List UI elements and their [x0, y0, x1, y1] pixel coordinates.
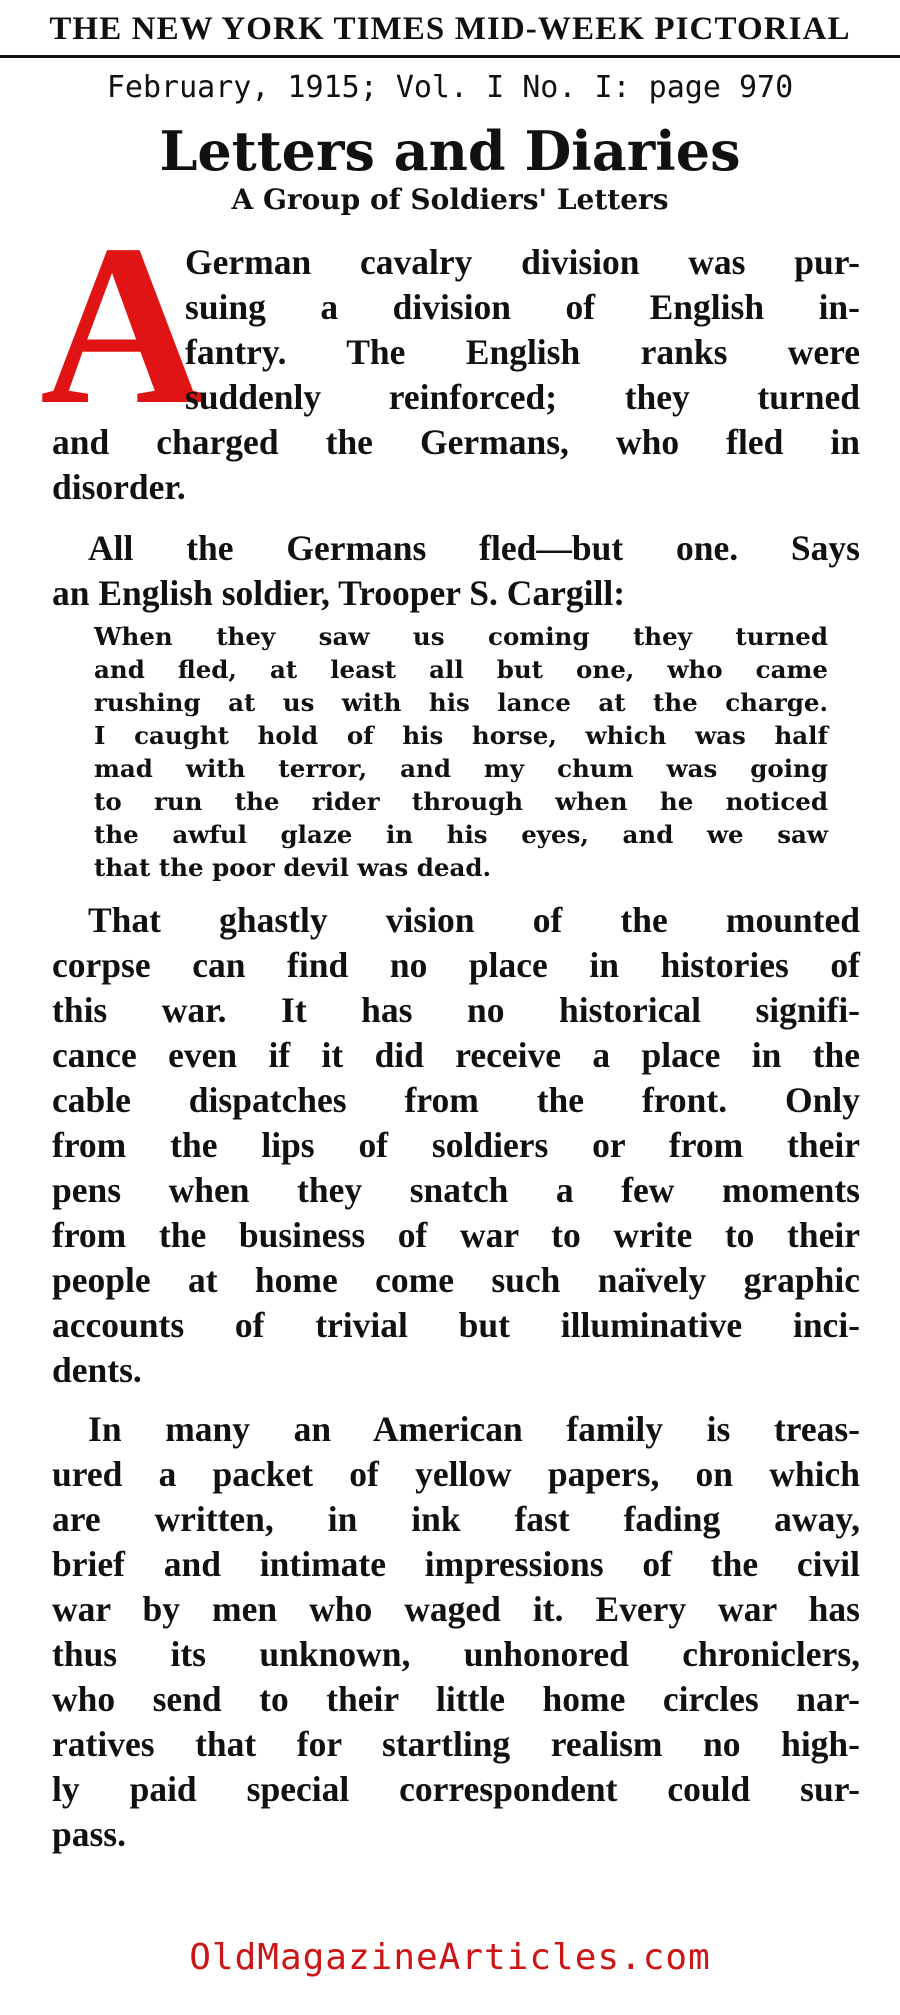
- article-subheadline: A Group of Soldiers' Letters: [231, 183, 669, 216]
- paragraph-2: [52, 526, 860, 616]
- quote-line: I caught hold of his horse, which was half: [94, 721, 828, 750]
- text-line: and charged the Germans, who fled in: [52, 422, 860, 462]
- text-line: fantry. The English ranks were: [185, 332, 860, 372]
- site-watermark: OldMagazineArticles.com: [189, 1937, 711, 1978]
- text-line: suing a division of English in-: [185, 287, 860, 327]
- text-line: an English soldier, Trooper S. Cargill:: [52, 573, 626, 613]
- text-line: suddenly reinforced; they turned: [185, 377, 860, 417]
- issue-info: February, 1915; Vol. I No. I: page 970: [106, 70, 794, 105]
- text-line: ratives that for startling realism no high-: [52, 1724, 860, 1764]
- text-line: from the business of war to write to their: [52, 1215, 860, 1255]
- quote-line: the awful glaze in his eyes, and we saw: [94, 820, 828, 849]
- paragraph-1: [52, 240, 860, 510]
- text-line: dents.: [52, 1350, 142, 1390]
- soldier-letter-quote: [52, 620, 860, 884]
- quote-line: that the poor devil was dead.: [94, 853, 491, 882]
- text-line: German cavalry division was pur-: [185, 242, 860, 282]
- text-line: this war. It has no historical signifi-: [52, 990, 860, 1030]
- paragraph-4: [52, 1407, 860, 1857]
- quote-line: When they saw us coming they turned: [94, 622, 828, 651]
- text-line: from the lips of soldiers or from their: [52, 1125, 860, 1165]
- text-line: That ghastly vision of the mounted: [88, 900, 860, 940]
- text-line: war by men who waged it. Every war has: [52, 1589, 860, 1629]
- text-line: cance even if it did receive a place in the: [52, 1035, 860, 1075]
- text-line: All the Germans fled—but one. Says: [88, 528, 860, 568]
- text-line: In many an American family is treas-: [88, 1409, 860, 1449]
- masthead: [0, 0, 900, 58]
- text-line: thus its unknown, unhonored chroniclers,: [52, 1634, 860, 1674]
- text-line: are written, in ink fast fading away,: [52, 1499, 860, 1539]
- text-line: corpse can find no place in histories of: [52, 945, 860, 985]
- quote-line: mad with terror, and my chum was going: [94, 754, 828, 783]
- text-line: cable dispatches from the front. Only: [52, 1080, 860, 1120]
- text-line: pass.: [52, 1814, 126, 1854]
- text-line: ly paid special correspondent could sur-: [52, 1769, 860, 1809]
- masthead-title: THE NEW YORK TIMES MID-WEEK PICTORIAL: [49, 11, 851, 47]
- quote-line: to run the rider through when he noticed: [94, 787, 828, 816]
- text-line: disorder.: [52, 467, 186, 507]
- text-line: who send to their little home circles nar-: [52, 1679, 860, 1719]
- text-line: accounts of trivial but illuminative inci-: [52, 1305, 860, 1345]
- quote-line: rushing at us with his lance at the charge.: [94, 688, 828, 717]
- article-headline: Letters and Diaries: [159, 119, 741, 183]
- text-line: pens when they snatch a few moments: [52, 1170, 860, 1210]
- drop-cap: A: [40, 197, 207, 452]
- text-line: ured a packet of yellow papers, on which: [52, 1454, 860, 1494]
- text-line: brief and intimate impressions of the civil: [52, 1544, 860, 1584]
- text-line: people at home come such naïvely graphic: [52, 1260, 860, 1300]
- article-body: [52, 240, 860, 1857]
- paragraph-3: [52, 898, 860, 1393]
- quote-line: and fled, at least all but one, who came: [94, 655, 828, 684]
